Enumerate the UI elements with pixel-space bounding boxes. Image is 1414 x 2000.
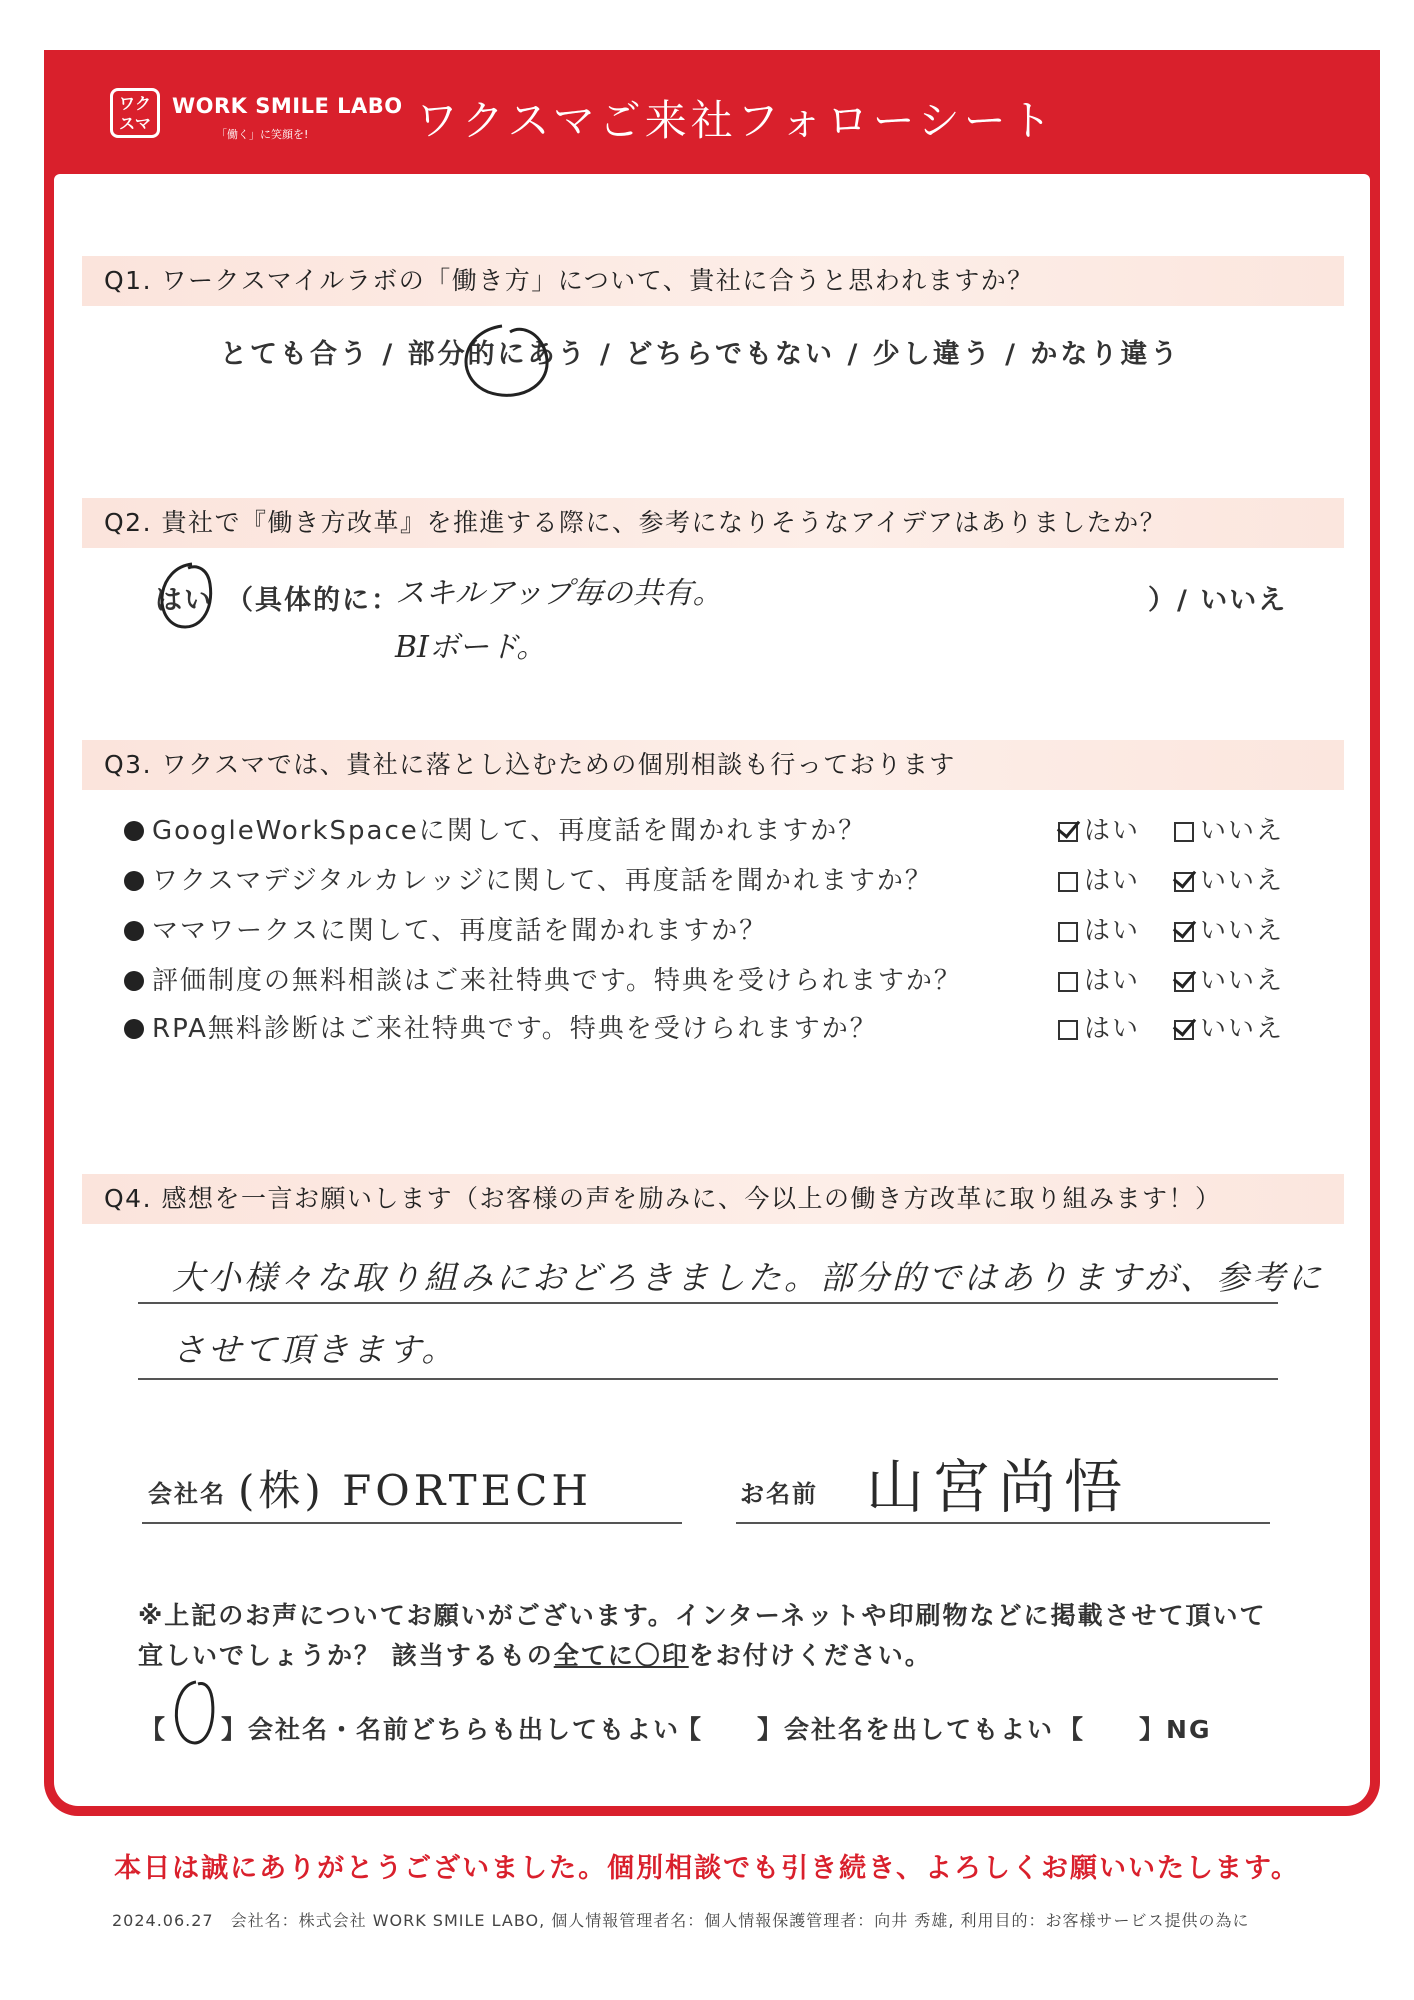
- q3-item-1: GoogleWorkSpaceに関して、再度話を聞かれますか？: [124, 810, 866, 847]
- name-value: 山宮尚悟: [866, 1453, 1131, 1521]
- name-line: [736, 1522, 1270, 1524]
- q3-item-1-yes[interactable]: はい: [1058, 810, 1140, 847]
- q1-options[interactable]: とても合う / 部分的にあう / どちらでもない / 少し違う / かなり違う: [220, 339, 1181, 370]
- q1-question: Q1. ワークスマイルラボの「働き方」について、貴社に合うと思われますか？: [82, 256, 1344, 306]
- q3-item-4-yes[interactable]: はい: [1058, 960, 1140, 997]
- company-line: [142, 1522, 682, 1524]
- q1-selection-circle: [440, 318, 590, 408]
- q2-answer-line1: スキルアップ毎の共有。: [395, 576, 723, 611]
- company-value: (株) FORTECH: [238, 1466, 593, 1515]
- thanks-message: 本日は誠にありがとうございました。個別相談でも引き続き、よろしくお願いいたします。: [114, 1853, 1300, 1884]
- q2-yes-circle: [148, 560, 228, 640]
- q3-item-2: ワクスマデジタルカレッジに関して、再度話を聞かれますか？: [124, 860, 933, 897]
- company-label: 会社名: [148, 1480, 226, 1508]
- q4-answer-line1: 大小様々な取り組みにおどろきました。部分的ではありますが、参考に: [172, 1258, 1324, 1297]
- consent-option-1[interactable]: 【 】会社名・名前どちらも出してもよい: [140, 1715, 681, 1744]
- q2-question: Q2. 貴社で『働き方改革』を推進する際に、参考になりそうなアイデアはありましたか？: [82, 498, 1344, 548]
- q2-specific-label: （具体的に：: [226, 585, 400, 616]
- page-title: ワクスマご来社フォローシート: [416, 96, 1056, 145]
- logo-icon: ワク スマ: [110, 88, 160, 138]
- q4-line-2: [138, 1378, 1278, 1380]
- q4-question: Q4. 感想を一言お願いします（お客様の声を励みに、今以上の働き方改革に取り組みます！）: [82, 1174, 1344, 1224]
- q4-line-1: [138, 1302, 1278, 1304]
- logo-name: WORK SMILE LABO: [172, 94, 403, 118]
- consent-note-line1: ※上記のお声についてお願いがございます。インターネットや印刷物などに掲載させて頂いて: [138, 1601, 1267, 1630]
- q3-item-2-yes[interactable]: はい: [1058, 860, 1140, 897]
- q3-item-5-yes[interactable]: はい: [1058, 1008, 1140, 1045]
- consent-option-2[interactable]: 【 】会社名を出してもよい: [676, 1715, 1055, 1744]
- q3-item-5-no[interactable]: いいえ: [1174, 1008, 1284, 1045]
- q3-item-4-no[interactable]: いいえ: [1174, 960, 1284, 997]
- q2-answer-line2: BIボード。: [395, 630, 547, 665]
- consent-option-1-circle: [166, 1676, 226, 1756]
- q3-item-2-no[interactable]: いいえ: [1174, 860, 1284, 897]
- name-label: お名前: [740, 1480, 818, 1508]
- logo-tagline: 「働く」に笑顔を!: [216, 128, 309, 141]
- consent-note-line2: 宜しいでしょうか？ 該当するもの全てに〇印をお付けください。: [138, 1641, 932, 1670]
- q3-item-3: ママワークスに関して、再度話を聞かれますか？: [124, 910, 767, 947]
- q2-no[interactable]: ）/ いいえ: [1148, 585, 1288, 616]
- q3-question: Q3. ワクスマでは、貴社に落とし込むための個別相談も行っております: [82, 740, 1344, 790]
- q3-item-5: RPA無料診断はご来社特典です。特典を受けられますか？: [124, 1008, 878, 1045]
- q4-answer-line2: させて頂きます。: [172, 1330, 458, 1369]
- q2-yes[interactable]: はい: [155, 585, 213, 616]
- q3-item-3-no[interactable]: いいえ: [1174, 910, 1284, 947]
- consent-option-3[interactable]: 【 】NG: [1058, 1715, 1212, 1744]
- q3-item-3-yes[interactable]: はい: [1058, 910, 1140, 947]
- q3-item-1-no[interactable]: いいえ: [1174, 810, 1284, 847]
- q3-item-4: 評価制度の無料相談はご来社特典です。特典を受けられますか？: [124, 960, 962, 997]
- footer-info: 2024.06.27 会社名：株式会社 WORK SMILE LABO, 個人情報管理者名：個人情報保護管理者：向井 秀雄, 利用目的：お客様サービス提供の為に: [112, 1911, 1250, 1930]
